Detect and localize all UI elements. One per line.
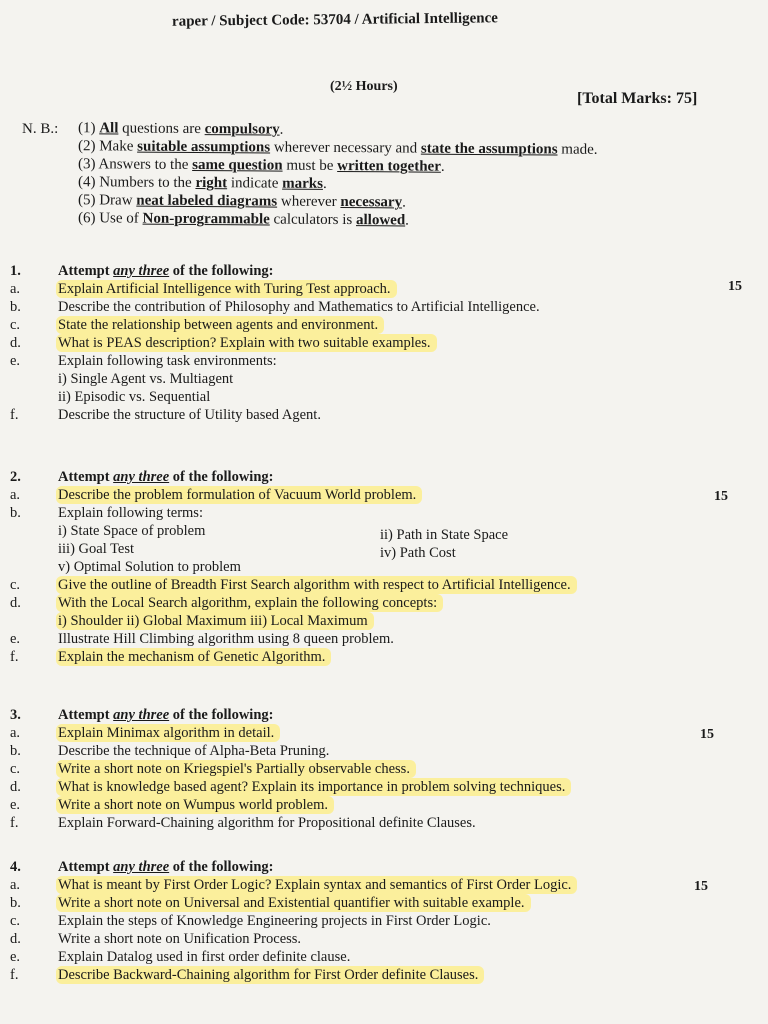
question-part [0,504,768,522]
question-4 [0,858,768,984]
instruction-emphasis: necessary [340,194,403,211]
instruction-text: wherever necessary and [270,139,421,157]
instruction-emphasis: compulsory [204,121,280,138]
instruction-line [78,209,598,231]
question-part [0,742,768,760]
part-text: Describe the problem formulation of Vacuum World problem. [56,486,422,504]
instruction-text: questions are [118,120,205,138]
part-letter: f. [10,815,19,831]
part-letter: f. [10,407,19,423]
part-letter: e. [10,631,21,647]
part-text: Illustrate Hill Climbing algorithm using 8 queen problem. [58,631,394,647]
instruction-post: of the following: [169,707,274,723]
part-letter: d. [10,931,21,947]
part-text: Explain Artificial Intelligence with Turing Test approach. [56,280,397,298]
part-text: Write a short note on Wumpus world problem. [56,796,334,814]
question-part [0,370,768,388]
question-part [0,406,768,424]
paper-title: raper / Subject Code: 53704 / Artificial Intelligence [171,10,498,30]
question-part [0,814,768,832]
instructions-list [78,121,598,229]
instruction-post: of the following: [169,859,274,875]
instruction-text: (1) [77,120,100,137]
instruction-emphasis: any three [113,263,170,279]
part-text: Describe the contribution of Philosophy and Mathematics to Artificial Intelligence. [58,299,540,315]
part-letter: b. [10,743,21,759]
instruction-text: must be [282,157,338,174]
part-text: i) Shoulder ii) Global Maximum iii) Local Maximum [56,612,374,630]
part-letter: d. [10,595,21,611]
part-text: What is meant by First Order Logic? Explain syntax and semantics of First Order Logic. [56,876,577,894]
question-2 [0,468,768,666]
instruction-pre: Attempt [58,859,114,875]
instruction-text: (2) Make [77,138,138,155]
question-part [0,778,768,796]
instruction-text: made. [557,141,598,158]
part-letter: b. [10,299,21,315]
question-part [0,930,768,948]
question-part [0,388,768,406]
question-part [0,648,768,666]
part-text: What is PEAS description? Explain with two suitable examples. [56,334,437,352]
part-text: Explain following terms: [58,505,203,521]
instruction-pre: Attempt [58,263,114,279]
question-part [0,724,768,742]
question-part [0,876,768,894]
instruction-text: indicate [227,175,283,192]
part-letter: e. [10,949,21,965]
part-text: Explain Minimax algorithm in detail. [56,724,280,742]
question-part [0,540,768,561]
part-letter: f. [10,649,19,665]
question-part [0,912,768,930]
part-letter: c. [10,317,21,333]
instruction-post: of the following: [169,263,274,279]
instruction-emphasis: written together [337,157,441,175]
question-number: 2. [10,469,21,485]
question-marks: 15 [694,879,708,894]
question-part [0,796,768,814]
instruction-emphasis: state the assumptions [420,140,558,158]
instruction-text: calculators is [269,211,357,229]
question-part [0,948,768,966]
instruction-pre: Attempt [58,469,114,485]
part-text: Give the outline of Breadth First Search algorithm with respect to Artificial Intelligence. [56,576,577,594]
instruction-emphasis: neat labeled diagrams [136,192,278,210]
part-text: Write a short note on Kriegspiel's Partially observable chess. [56,760,416,778]
instruction-text: (6) Use of [77,210,143,227]
instruction-text: . [440,158,445,175]
question-part [0,612,768,630]
part-text: Describe the technique of Alpha-Beta Pruning. [58,743,330,759]
instruction-emphasis: right [195,175,228,192]
part-letter: e. [10,353,21,369]
part-text: i) State Space of problem [58,523,206,539]
instruction-emphasis: Non-programmable [142,210,270,228]
part-text: Explain Forward-Chaining algorithm for Propositional definite Clauses. [58,815,476,831]
instruction-emphasis: marks [282,175,324,192]
part-text: What is knowledge based agent? Explain its importance in problem solving techniques. [56,778,571,796]
question-part [0,576,768,594]
part-letter: c. [10,761,21,777]
instruction-text: wherever [277,193,341,211]
instruction-post: of the following: [169,469,274,485]
instruction-text: (4) Numbers to the [77,174,196,192]
part-letter: a. [10,281,21,297]
question-instruction [58,468,273,486]
instruction-text: . [402,194,406,211]
part-letter: e. [10,797,21,813]
part-letter: c. [10,913,21,929]
question-part [0,486,768,504]
part-letter: a. [10,877,21,893]
instruction-text: (3) Answers to the [77,156,193,173]
instruction-emphasis: All [99,120,119,137]
question-part [0,334,768,352]
question-number: 4. [10,859,21,875]
part-text-right: ii) Path in State Space [380,527,509,543]
question-part [0,630,768,648]
question-part [0,352,768,370]
part-text: State the relationship between agents and environment. [56,316,384,334]
part-letter: a. [10,487,21,503]
part-text: Explain following task environments: [58,353,277,369]
question-marks: 15 [700,727,714,742]
question-number: 3. [10,707,21,723]
part-text: Write a short note on Universal and Existential quantifier with suitable example. [56,894,531,912]
instruction-text: . [322,175,327,192]
part-text: Describe the structure of Utility based Agent. [58,407,321,423]
part-text: i) Single Agent vs. Multiagent [58,371,234,387]
part-text: Write a short note on Unification Process. [58,931,302,947]
total-marks-prefix: [Total Marks: [577,90,676,107]
part-text: Describe Backward-Chaining algorithm for First Order definite Clauses. [56,966,484,984]
question-part [0,558,768,576]
part-text-right: iv) Path Cost [380,545,456,561]
question-part [0,760,768,778]
part-letter: a. [10,725,21,741]
question-part [0,966,768,984]
part-text: Explain the mechanism of Genetic Algorithm. [56,648,331,666]
part-letter: f. [10,967,19,983]
part-letter: d. [10,335,21,351]
exam-duration: (2½ Hours) [330,79,398,94]
instruction-text: . [405,212,410,229]
part-letter: d. [10,779,21,795]
instruction-pre: Attempt [58,707,114,723]
instruction-emphasis: any three [113,469,170,485]
question-marks: 15 [728,279,742,294]
instruction-emphasis: any three [113,707,170,723]
question-part [0,316,768,334]
question-number: 1. [10,263,21,279]
part-letter: c. [10,577,21,593]
part-letter: b. [10,895,21,911]
instruction-emphasis: any three [113,859,170,875]
total-marks-suffix: ] [691,90,698,107]
question-marks: 15 [714,489,728,504]
part-text: ii) Episodic vs. Sequential [58,389,211,405]
part-text: With the Local Search algorithm, explain the following concepts: [56,594,443,612]
question-instruction [58,262,273,280]
question-part [0,280,768,298]
question-part [0,594,768,612]
instruction-emphasis: same question [192,156,283,174]
question-1 [0,262,768,424]
question-instruction [58,706,273,724]
instruction-emphasis: allowed [355,212,406,229]
part-text: Explain Datalog used in first order definite clause. [58,949,351,965]
question-instruction [58,858,273,876]
question-part [0,298,768,316]
instruction-text: . [279,121,284,138]
question-part [0,522,768,543]
part-text: iii) Goal Test [58,541,135,557]
instruction-emphasis: suitable assumptions [137,138,271,156]
part-text: v) Optimal Solution to problem [58,559,241,575]
total-marks [577,90,697,108]
part-letter: b. [10,505,21,521]
question-part [0,894,768,912]
question-3 [0,706,768,832]
part-text: Explain the steps of Knowledge Engineering projects in First Order Logic. [58,913,491,929]
nb-label: N. B.: [22,121,59,137]
instruction-text: (5) Draw [77,192,137,209]
total-marks-value: 75 [675,90,692,107]
